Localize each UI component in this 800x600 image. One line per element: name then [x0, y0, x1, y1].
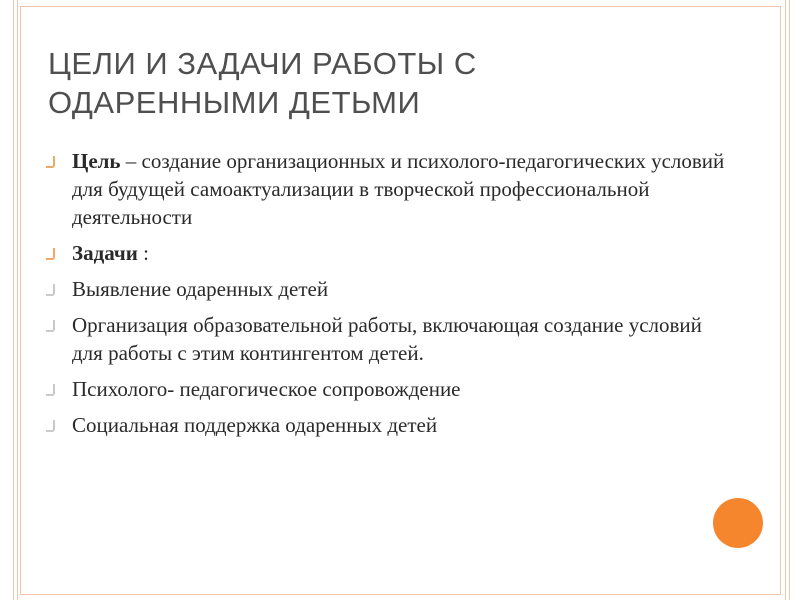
frame-line-left-inner: [17, 0, 18, 600]
bullet-item-task-1: [46, 275, 726, 303]
bullet-marker-icon: [46, 156, 57, 167]
bullet-item-tasks-label: Задачи: [72, 241, 138, 265]
slide-title: [48, 44, 748, 122]
bullet-item-tasks-text: :: [137, 241, 149, 265]
bullet-item-task-3: [46, 375, 726, 403]
slide-title-line-1: ЦЕЛИ И ЗАДАЧИ РАБОТЫ С: [48, 46, 477, 81]
bullet-item-task-2: [46, 311, 726, 367]
bullet-item-text: Социальная поддержка одаренных детей: [72, 413, 438, 437]
bullet-item-goal: [46, 147, 726, 231]
bullet-item-task-4: [46, 411, 726, 439]
bullet-marker-icon: [46, 420, 57, 431]
bullet-item-text: Психолого- педагогическое сопровождение: [72, 377, 461, 401]
bullet-marker-icon: [46, 248, 57, 259]
bullet-item-goal-label: Цель: [72, 149, 121, 173]
frame-line-left-outer: [13, 0, 14, 600]
bullet-item-text: Выявление одаренных детей: [72, 277, 329, 301]
bullet-item-goal-text: – создание организационных и психолого-педагогических условий для будущей самоактуализации в творческой профессиональной деятельности: [72, 149, 725, 229]
frame-line-right-inner: [785, 0, 786, 600]
orange-circle-icon: [713, 498, 763, 548]
bullet-marker-icon: [46, 384, 57, 395]
frame-line-right-outer: [789, 0, 790, 600]
bullet-item-tasks: [46, 239, 726, 267]
bullet-list: [46, 147, 726, 447]
slide-title-line-2: ОДАРЕННЫМИ ДЕТЬМИ: [48, 85, 421, 120]
bullet-item-text: Организация образовательной работы, включающая создание условий для работы с этим контингентом детей.: [72, 313, 702, 365]
bullet-marker-icon: [46, 320, 57, 331]
bullet-marker-icon: [46, 284, 57, 295]
